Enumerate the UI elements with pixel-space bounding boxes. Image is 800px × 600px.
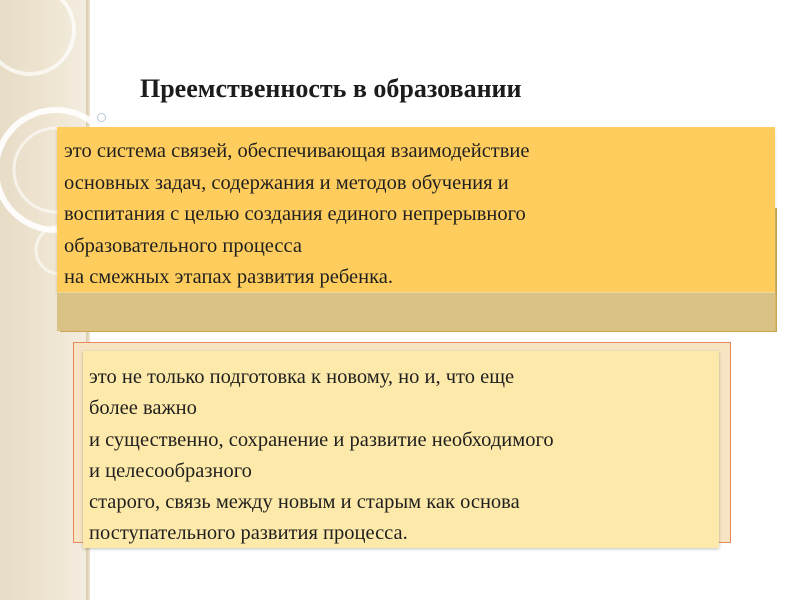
slide-title: Преемственность в образовании bbox=[140, 74, 522, 103]
bullet-dot-icon bbox=[97, 113, 106, 122]
definition-box-strip bbox=[57, 292, 775, 331]
clarification-text: это не только подготовка к новому, но и, что еще более важно и существенно, сохранение и развитие необходимого и целесообразного старого, связь между новым и старым как основа поступательного развития процесса. bbox=[89, 366, 554, 545]
definition-text: это система связей, обеспечивающая взаимодействие основных задач, содержания и методов обучения и воспитания с целью создания единого непрерывного образовательного процесса на смежных этапах развития ребенка. bbox=[64, 140, 530, 288]
ring-top bbox=[0, 0, 74, 74]
